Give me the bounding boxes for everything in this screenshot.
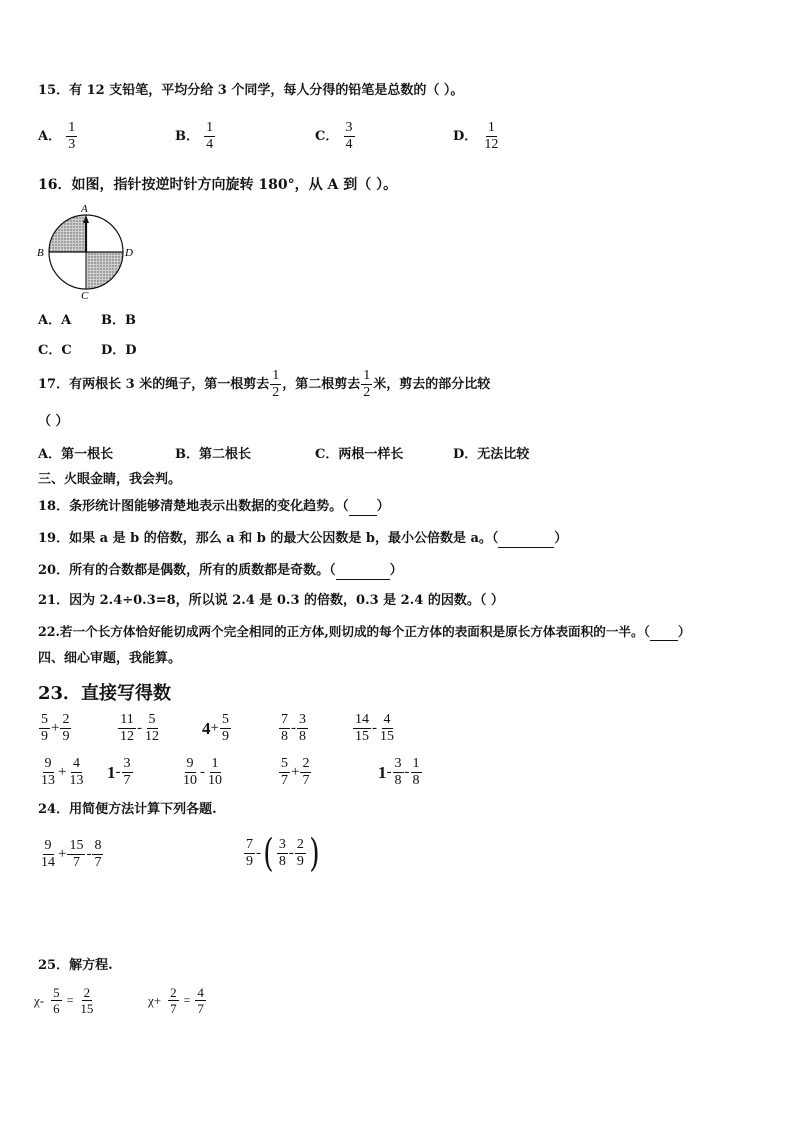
q24-expression-2: $\frac{7}{9}$ -( $\frac{3}{8}$ - $\frac{2}{9}$ ) [246, 831, 320, 875]
q16-option-a[interactable]: A．A [38, 313, 72, 328]
q16-option-c[interactable]: C．C [38, 343, 72, 358]
q20 [38, 563, 403, 580]
q23-item: 4+ $\frac{5}{9}$ [202, 712, 229, 744]
q17-option-b[interactable]: B．第二根长 [175, 447, 251, 462]
fraction: $\frac{1}{3}$ [68, 120, 76, 152]
fraction: $\frac{1}{4}$ [206, 120, 214, 152]
q17-answer-paren: （ ） [38, 414, 69, 429]
label-d: D [125, 247, 133, 259]
q18 [38, 499, 390, 516]
q25-title: 25．解方程. [38, 958, 113, 973]
fraction: $\frac{1}{12}$ [484, 120, 499, 152]
fraction: $\frac{1}{2}$ [363, 368, 371, 400]
q25-equation-2: χ+ $\frac{2}{7}$ = $\frac{4}{7}$ [148, 985, 204, 1016]
q17-text-pre: 17．有两根长 3 米的绳子，第一根剪去 [38, 377, 270, 392]
answer-blank[interactable] [498, 531, 554, 548]
answer-blank[interactable] [650, 624, 678, 641]
fraction: $\frac{1}{2}$ [272, 368, 280, 400]
q16-option-d[interactable]: D．D [101, 343, 137, 358]
q20-text: 20．所有的合数都是偶数，所有的质数都是奇数。（ [38, 563, 336, 578]
answer-blank[interactable] [336, 563, 390, 580]
q22 [38, 624, 691, 641]
q17-option-a[interactable]: A．第一根长 [38, 447, 114, 462]
q15-option-d[interactable] [453, 120, 501, 153]
q19-text-end: ） [554, 531, 568, 546]
q25-equation-1: χ- $\frac{5}{6}$ = $\frac{2}{15}$ [34, 985, 94, 1016]
q18-text: 18．条形统计图能够清楚地表示出数据的变化趋势。（ [38, 499, 349, 514]
q21: 21．因为 2.4÷0.3=8，所以说 2.4 是 0.3 的倍数，0.3 是 2.4 的因数。（ ） [38, 593, 504, 608]
q18-text-end: ） [376, 499, 390, 514]
option-label: A． [38, 129, 62, 144]
q20-text-end: ） [389, 563, 403, 578]
q23-item: $\frac{9}{13}$ + $\frac{4}{13}$ [41, 756, 84, 788]
q17-option-c[interactable]: C．两根一样长 [315, 447, 404, 462]
q23-item: $\frac{5}{9}$ + $\frac{2}{9}$ [41, 712, 70, 744]
section-3-heading: 三、火眼金睛，我会判。 [38, 472, 182, 487]
label-b: B [37, 247, 44, 259]
q19-text: 19．如果 a 是 b 的倍数，那么 a 和 b 的最大公因数是 b，最小公倍数是 a。（ [38, 531, 499, 546]
fraction: $\frac{3}{4}$ [345, 120, 353, 152]
q24-expression-1: $\frac{9}{14}$ + $\frac{15}{7}$ - $\frac{8}{7}$ [41, 838, 102, 870]
q23-item: 1- $\frac{3}{7}$ [107, 756, 131, 788]
q15-option-a[interactable] [38, 120, 78, 153]
q23-item: $\frac{9}{10}$ - $\frac{1}{10}$ [183, 756, 222, 788]
q22-text: 22.若一个长方体恰好能切成两个完全相同的正方体,则切成的每个正方体的表面积是原长方体表面积的一半。（ [38, 624, 650, 639]
q23-item: $\frac{5}{7}$ + $\frac{2}{7}$ [281, 756, 310, 788]
q17-option-d[interactable]: D．无法比较 [453, 447, 530, 462]
q23-item: $\frac{7}{8}$ - $\frac{3}{8}$ [281, 712, 306, 744]
option-label: C． [315, 129, 339, 144]
q19 [38, 531, 567, 548]
q23-item: 1- $\frac{3}{8}$ - $\frac{1}{8}$ [378, 756, 420, 788]
q24-title: 24．用简便方法计算下列各题. [38, 802, 217, 817]
label-a: A [81, 203, 88, 215]
option-label: B． [175, 129, 199, 144]
label-c: C [81, 290, 89, 302]
q23-item: $\frac{14}{15}$ - $\frac{4}{15}$ [355, 712, 394, 744]
q15-option-b[interactable] [175, 120, 216, 153]
q17-stem [38, 368, 490, 401]
q15-text: 15．有 12 支铅笔，平均分给 3 个同学，每人分得的铅笔是总数的（ ）。 [38, 83, 464, 98]
section-4-heading: 四、细心审题，我能算。 [38, 651, 182, 666]
answer-blank[interactable] [349, 499, 377, 516]
q15-option-c[interactable] [315, 120, 356, 153]
q23-item: $\frac{11}{12}$ - $\frac{5}{12}$ [120, 712, 159, 744]
q17-text-post: 米，剪去的部分比较 [373, 377, 491, 392]
q22-text-end: ） [677, 624, 691, 639]
clock-dial-figure [34, 202, 138, 302]
option-label: D． [453, 129, 478, 144]
q16-option-b[interactable]: B．B [101, 313, 136, 328]
q17-text-mid: ，第二根剪去 [282, 377, 361, 392]
q23-title: 23．直接写得数 [38, 683, 172, 704]
q16-text: 16．如图，指针按逆时针方向旋转 180°，从 A 到（ ）。 [38, 177, 398, 193]
